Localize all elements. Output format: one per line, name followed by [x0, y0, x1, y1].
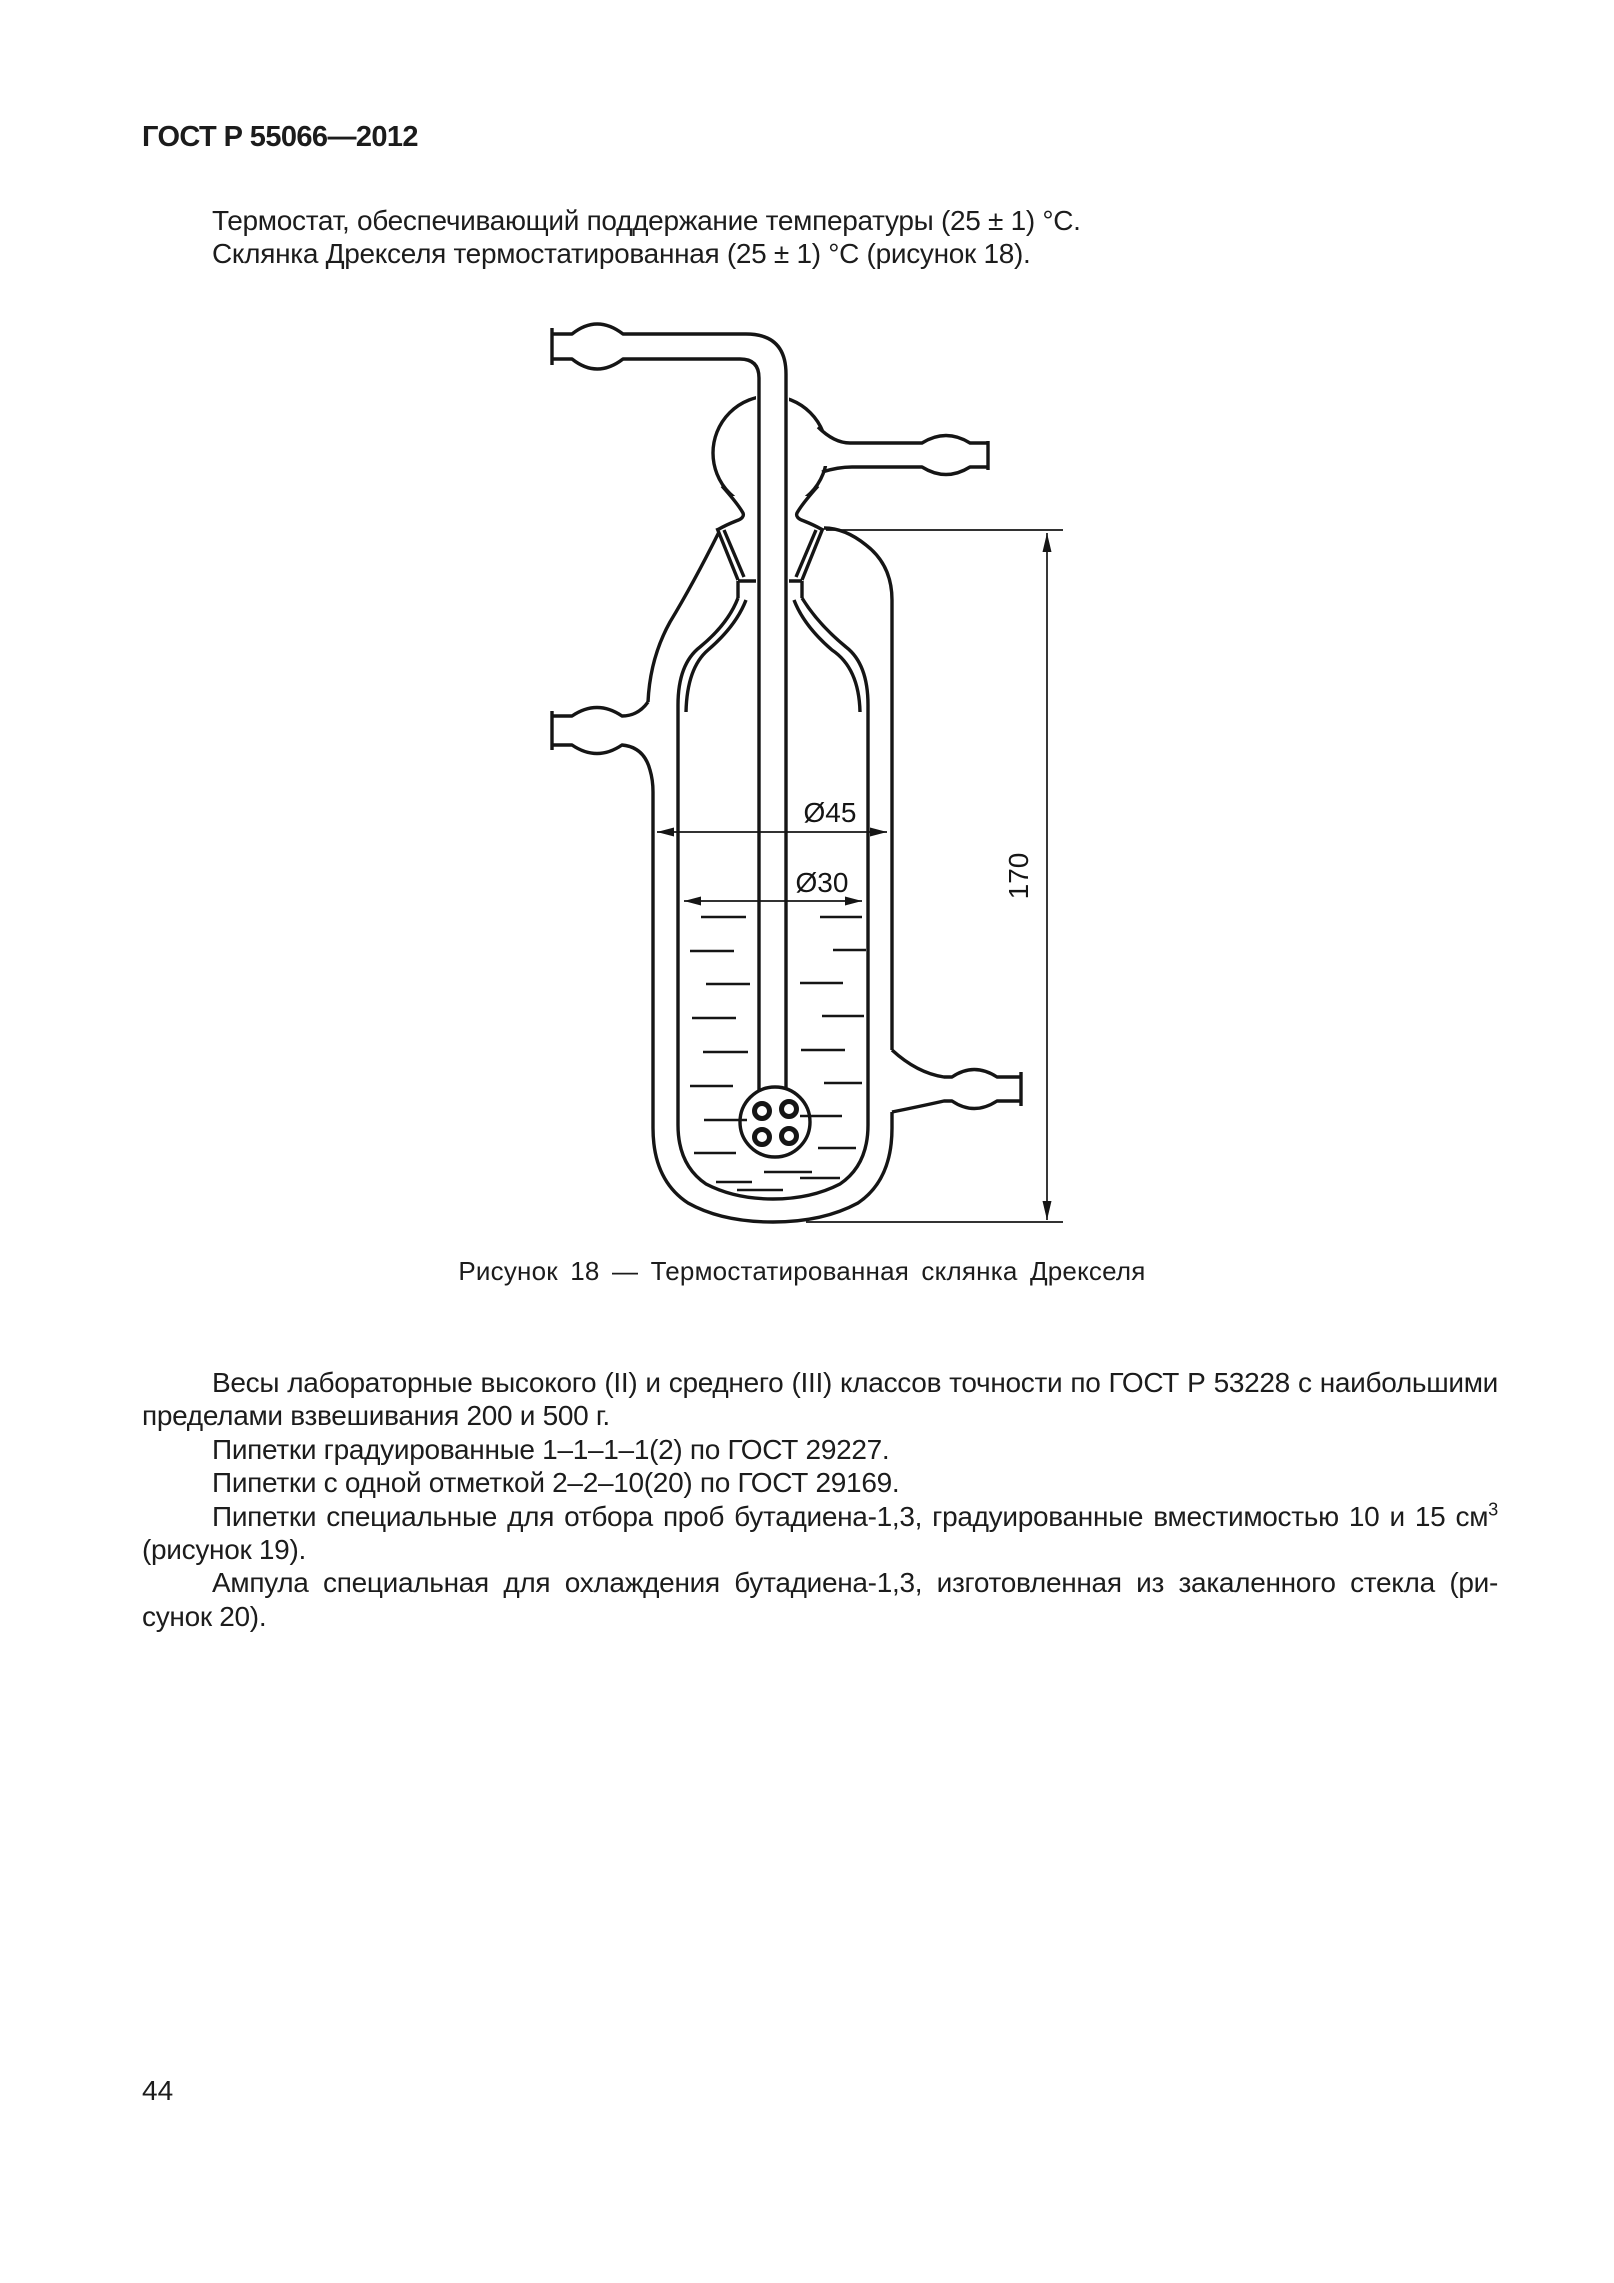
dimension-label-height: 170 — [1003, 852, 1034, 900]
sintered-bubbler-ball — [740, 1087, 810, 1157]
figure-caption: Рисунок 18 — Термостатированная склянка Дрекселя — [458, 1256, 1146, 1286]
superscript-cubic: 3 — [1488, 1499, 1498, 1520]
head-outlet-arm — [816, 427, 988, 475]
paragraph-one-mark-pipettes: Пипетки с одной отметкой 2–2–10(20) по ГОСТ 29169. — [212, 1467, 900, 1499]
page-number: 44 — [142, 2075, 174, 2106]
jacket-right-side-arm — [892, 1050, 1021, 1112]
dimension-lines — [657, 530, 1063, 1222]
paragraph-special-pipettes: Пипетки специальные для отбора проб бутадиена-1,3, градуированные вместимостью 10 и 15 $см^3$ (рисунок 19). — [142, 1499, 1498, 1566]
paragraph-drexel-bottle: Склянка Дрекселя термостатированная (25 ± 1) °С (рисунок 18). — [212, 238, 1031, 270]
paragraph-graduated-pipettes: Пипетки градуированные 1–1–1–1(2) по ГОСТ 29227. — [212, 1433, 890, 1465]
paragraph-balances: Весы лабораторные высокого (II) и среднего (III) классов точности по ГОСТ Р 53228 с наибольшими пределами взвешивания 200 и 500 г. — [142, 1367, 1498, 1432]
jacket-left-side-arm — [552, 702, 653, 792]
page-header-gost-number: ГОСТ Р 55066—2012 — [142, 121, 418, 153]
paragraph-thermostat: Термостат, обеспечивающий поддержание температуры (25 ± 1) °С. — [212, 205, 1081, 236]
paragraph-ampoule: Ампула специальная для охлаждения бутадиена-1,3, изготовленная из закаленного стекла (ри- сунок 20). — [142, 1567, 1498, 1632]
dimension-label-outer-diameter: Ø45 — [803, 797, 857, 828]
dimension-label-inner-diameter: Ø30 — [795, 867, 849, 898]
equipment-paragraphs — [142, 1366, 1498, 1633]
